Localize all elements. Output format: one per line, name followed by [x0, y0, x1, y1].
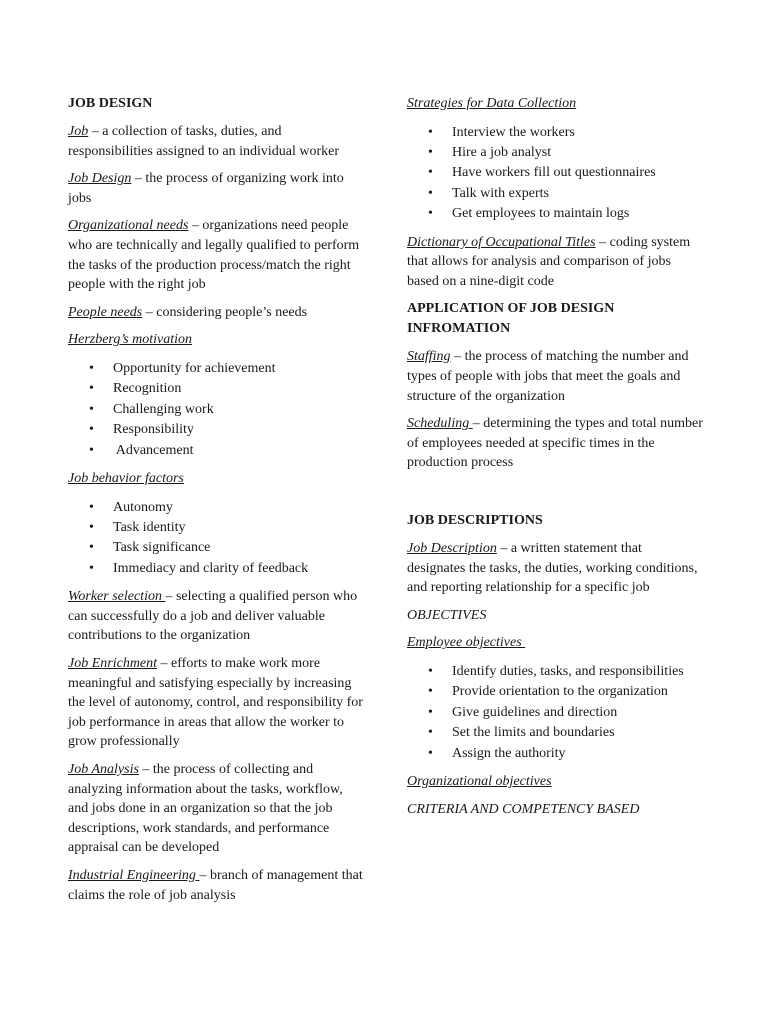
- list-item: • Task identity: [68, 518, 364, 538]
- list-item: • Autonomy: [68, 498, 364, 518]
- bullet-icon: •: [428, 704, 433, 720]
- job-analysis-term: Job Analysis: [68, 761, 139, 777]
- org-needs-definition: Organizational needs – organizations need people who are technically and legally qualified to perform the tasks of the production process/match the right people with the right job: [68, 218, 360, 293]
- worker-selection-term: Worker selection: [68, 589, 166, 605]
- list-item: • Assign the authority: [407, 744, 703, 764]
- bullet-icon: •: [89, 560, 94, 576]
- dot-definition: Dictionary of Occupational Titles – coding system that allows for analysis and comparison of jobs based on a nine-digit code: [407, 234, 691, 289]
- org-needs-term: Organizational needs: [68, 218, 189, 234]
- job-analysis-definition: Job Analysis – the process of collecting and analyzing information about the tasks, workflow, and jobs done in an organization so that the job descriptions, work standards, and performance appraisal can be developed: [68, 761, 343, 856]
- org-needs-def: organizations need people who are technically and legally qualified to perform the tasks of the production process/match the right people with the right job: [68, 218, 360, 293]
- employee-objectives-heading: Employee objectives: [407, 635, 526, 651]
- list-item: • Set the limits and boundaries: [407, 723, 703, 743]
- list-item: • Provide orientation to the organization: [407, 682, 703, 702]
- job-def: a collection of tasks, duties, and responsibilities assigned to an individual worker: [68, 124, 340, 159]
- job-descriptions-title: JOB DESCRIPTIONS: [407, 512, 543, 528]
- application-title: APPLICATION OF JOB DESIGN INFROMATION: [407, 301, 615, 337]
- list-item: • Hire a job analyst: [407, 143, 703, 163]
- job-description-def: a written statement that designates the tasks, the duties, working conditions, and reporting relationship for a specific job: [407, 540, 698, 596]
- list-item: • Get employees to maintain logs: [407, 204, 703, 224]
- industrial-engineering-term: Industrial Engineering: [68, 867, 200, 883]
- bullet-icon: •: [89, 401, 94, 417]
- dot-term: Dictionary of Occupational Titles: [407, 234, 596, 250]
- bullet-icon: •: [89, 442, 94, 458]
- bullet-icon: •: [428, 185, 433, 201]
- bullet-icon: •: [89, 360, 94, 376]
- bullet-icon: •: [428, 725, 433, 741]
- job-design-title: JOB DESIGN: [68, 96, 153, 111]
- people-needs-definition: People needs – considering people’s needs: [68, 304, 308, 320]
- list-item: • Responsibility: [68, 420, 364, 440]
- scheduling-term: Scheduling: [407, 416, 473, 432]
- job-design-definition: Job Design – the process of organizing work into jobs: [68, 171, 344, 206]
- list-item: • Identify duties, tasks, and responsibilities: [407, 662, 703, 682]
- bullet-icon: •: [89, 540, 94, 556]
- worker-selection-definition: Worker selection – selecting a qualified person who can successfully do a job and deliver valuable contributions to the organization: [68, 589, 358, 644]
- list-item: • Challenging work: [68, 400, 364, 420]
- people-needs-def: considering people’s needs: [156, 304, 308, 320]
- herzberg-heading: Herzberg’s motivation: [68, 332, 193, 348]
- industrial-engineering-definition: Industrial Engineering – branch of management that claims the role of job analysis: [68, 867, 363, 903]
- job-behavior-list: [68, 498, 364, 580]
- bullet-icon: •: [89, 381, 94, 397]
- staffing-def: the process of matching the number and types of people with jobs that meet the goals and structure of the organization: [407, 349, 689, 404]
- criteria-label: CRITERIA AND COMPETENCY BASED: [407, 801, 640, 817]
- list-item: • Opportunity for achievement: [68, 359, 364, 379]
- list-item: • Interview the workers: [407, 123, 703, 143]
- job-enrichment-def: efforts to make work more meaningful and satisfying especially by increasing the level of autonomy, control, and responsibility for job performance in areas that allow the worker to grow professionally: [68, 655, 363, 750]
- job-description-term: Job Description: [407, 540, 497, 556]
- people-needs-term: People needs: [68, 304, 143, 320]
- bullet-icon: •: [89, 519, 94, 535]
- list-item: • Give guidelines and direction: [407, 703, 703, 723]
- herzberg-list: [68, 359, 364, 461]
- right-column: [407, 94, 703, 819]
- bullet-icon: •: [428, 663, 433, 679]
- list-item: • Have workers fill out questionnaires: [407, 163, 703, 183]
- job-definition: Job – a collection of tasks, duties, and responsibilities assigned to an individual worker: [68, 124, 340, 159]
- job-description-definition: Job Description – a written statement that designates the tasks, the duties, working conditions, and reporting relationship for a specific job: [407, 540, 698, 596]
- bullet-icon: •: [89, 422, 94, 438]
- industrial-engineering-def: branch of management that claims the role of job analysis: [68, 867, 363, 903]
- bullet-icon: •: [428, 124, 433, 140]
- bullet-icon: •: [428, 145, 433, 160]
- objectives-label: OBJECTIVES: [407, 607, 487, 623]
- worker-selection-def: selecting a qualified person who can successfully do a job and deliver valuable contributions to the organization: [68, 589, 358, 644]
- bullet-icon: •: [428, 165, 433, 181]
- org-objectives-heading: Organizational objectives: [407, 773, 552, 789]
- bullet-icon: •: [89, 499, 94, 515]
- job-analysis-def: the process of collecting and analyzing information about the tasks, workflow, and jobs done in an organization so that the job descriptions, work standards, and performance appraisal can be developed: [68, 761, 343, 856]
- scheduling-definition: Scheduling – determining the types and total number of employees needed at specific times in the production process: [407, 416, 703, 471]
- job-enrichment-term: Job Enrichment: [68, 655, 158, 671]
- dot-def: coding system that allows for analysis and comparison of jobs based on a nine-digit code: [407, 234, 691, 289]
- list-item: • Advancement: [68, 441, 364, 461]
- job-behavior-heading: Job behavior factors: [68, 470, 184, 486]
- job-term: Job: [68, 124, 89, 139]
- strategies-heading: Strategies for Data Collection: [407, 96, 577, 111]
- strategies-list: [407, 123, 703, 225]
- list-item: • Recognition: [68, 379, 364, 399]
- job-design-def: the process of organizing work into jobs: [68, 171, 344, 206]
- job-enrichment-definition: Job Enrichment – efforts to make work more meaningful and satisfying especially by increasing the level of autonomy, control, and responsibility for job performance in areas that allow the worker to grow professionally: [68, 655, 363, 750]
- bullet-icon: •: [428, 684, 433, 700]
- list-item: • Talk with experts: [407, 184, 703, 204]
- list-item: • Task significance: [68, 538, 364, 558]
- staffing-definition: Staffing – the process of matching the number and types of people with jobs that meet the goals and structure of the organization: [407, 349, 689, 404]
- left-column: [68, 94, 364, 905]
- scheduling-def: determining the types and total number of employees needed at specific times in the production process: [407, 416, 703, 471]
- list-item: • Immediacy and clarity of feedback: [68, 559, 364, 579]
- bullet-icon: •: [428, 206, 433, 222]
- staffing-term: Staffing: [407, 349, 451, 365]
- employee-objectives-list: [407, 662, 703, 764]
- job-design-term: Job Design: [68, 171, 132, 187]
- bullet-icon: •: [428, 745, 433, 761]
